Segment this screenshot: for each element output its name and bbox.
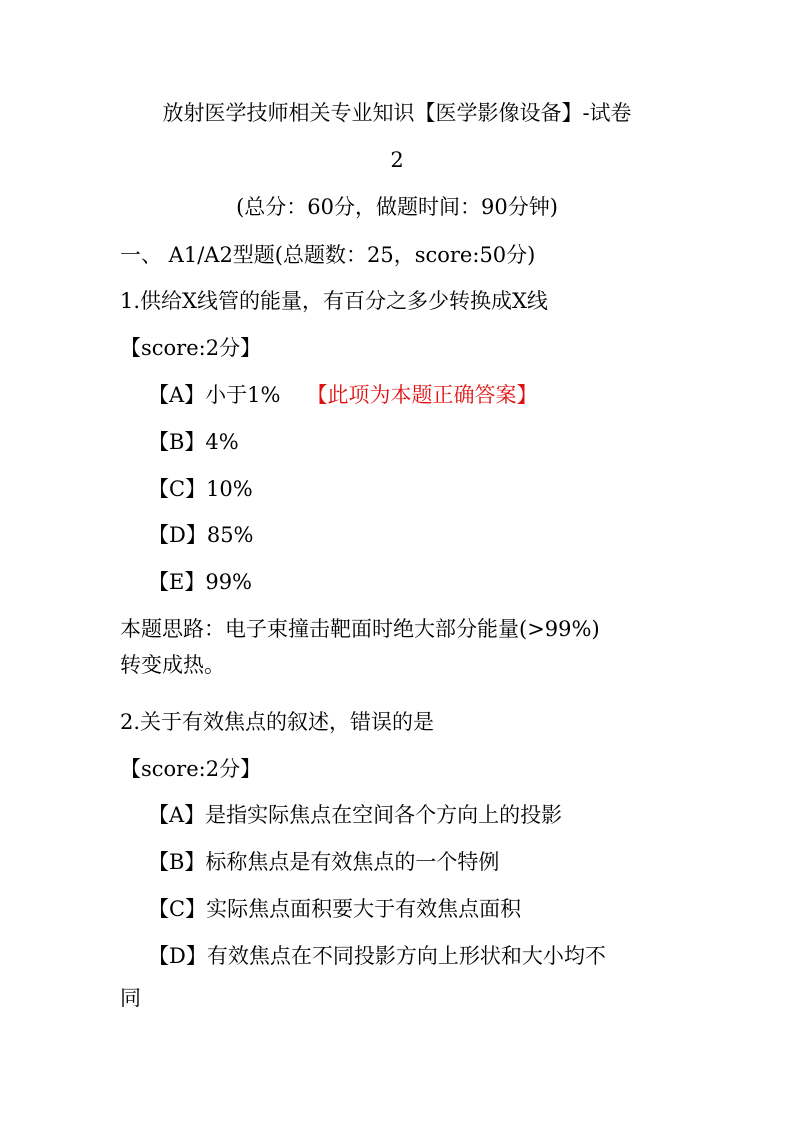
question-2-option-b: 【B】标称焦点是有效焦点的一个特例 [148, 850, 500, 874]
option-a-text: 【A】小于1% [148, 383, 281, 407]
question-2-score: 【score:2分】 [120, 757, 262, 781]
question-1-explanation-line-1: 本题思路：电子束撞击靶面时绝大部分能量(>99%) [120, 617, 600, 641]
question-1-option-a [0, 380, 794, 410]
question-1-stem: 1.供给X线管的能量，有百分之多少转换成X线 [120, 289, 548, 313]
question-2-stem: 2.关于有效焦点的叙述，错误的是 [120, 710, 435, 734]
question-1-option-b: 【B】4% [148, 430, 239, 454]
question-2-option-d: 【D】有效焦点在不同投影方向上形状和大小均不 [148, 944, 606, 968]
question-2-option-d-continuation: 同 [120, 986, 141, 1010]
question-1-option-e: 【E】99% [148, 570, 253, 594]
document-title-line-2: 2 [390, 148, 404, 172]
question-1-explanation-line-2: 转变成热。 [120, 653, 225, 677]
document-title-line-1: 放射医学技师相关专业知识【医学影像设备】-试卷 [162, 101, 632, 125]
correct-answer-mark: 【此项为本题正确答案】 [306, 383, 538, 407]
question-1-option-d: 【D】85% [148, 523, 254, 547]
question-2-option-c: 【C】实际焦点面积要大于有效焦点面积 [148, 897, 522, 921]
question-1-score: 【score:2分】 [120, 336, 262, 360]
question-2-option-a: 【A】是指实际焦点在空间各个方向上的投影 [148, 803, 563, 827]
section-heading: 一、 A1/A2型题(总题数：25，score:50分) [120, 243, 536, 267]
exam-summary: (总分：60分，做题时间：90分钟) [236, 195, 558, 219]
question-1-option-c: 【C】10% [148, 477, 253, 501]
